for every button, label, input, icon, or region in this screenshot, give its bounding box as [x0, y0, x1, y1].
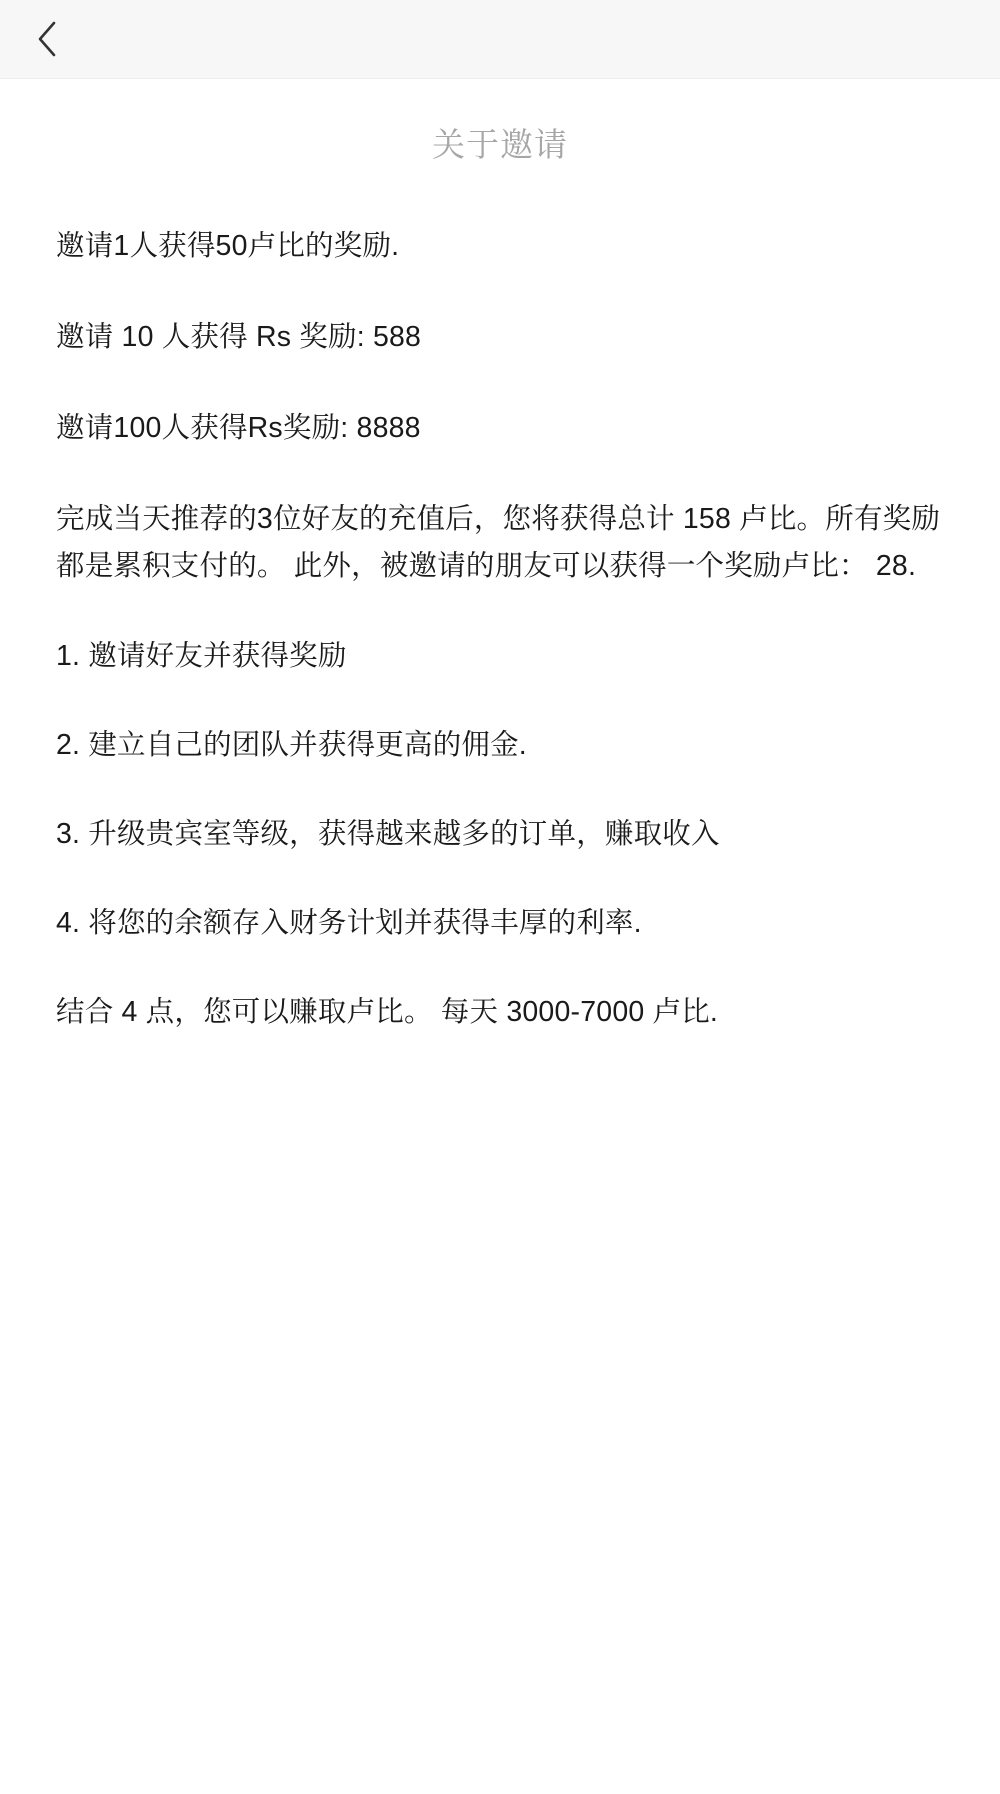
paragraph-step-1: 1. 邀请好友并获得奖励	[56, 639, 347, 672]
paragraph-reward-100-people: 邀请100人获得Rs奖励: 8888	[56, 412, 421, 445]
paragraph-reward-1-person: 邀请1人获得50卢比的奖励.	[56, 229, 400, 262]
paragraph-step-2: 2. 建立自己的团队并获得更高的佣金.	[56, 728, 527, 761]
page-content	[0, 79, 1000, 1035]
invitation-rules-text	[56, 223, 944, 1036]
paragraph-step-3: 3. 升级贵宾室等级，获得越来越多的订单，赚取收入	[56, 817, 720, 850]
paragraph-reward-10-people: 邀请 10 人获得 Rs 奖励: 588	[56, 321, 422, 354]
chevron-left-icon	[36, 20, 58, 58]
paragraph-summary: 结合 4 点，您可以赚取卢比。 每天 3000-7000 卢比.	[56, 996, 719, 1029]
page-title: 关于邀请	[432, 126, 568, 163]
top-navigation-bar	[0, 0, 1000, 79]
back-button[interactable]	[10, 0, 84, 78]
paragraph-step-4: 4. 将您的余额存入财务计划并获得丰厚的利率.	[56, 907, 642, 940]
paragraph-recharge-bonus-note: 完成当天推荐的3位好友的充值后，您将获得总计 158 卢比。所有奖励都是累积支付的。 此外，被邀请的朋友可以获得一个奖励卢比： 28.	[56, 503, 941, 582]
